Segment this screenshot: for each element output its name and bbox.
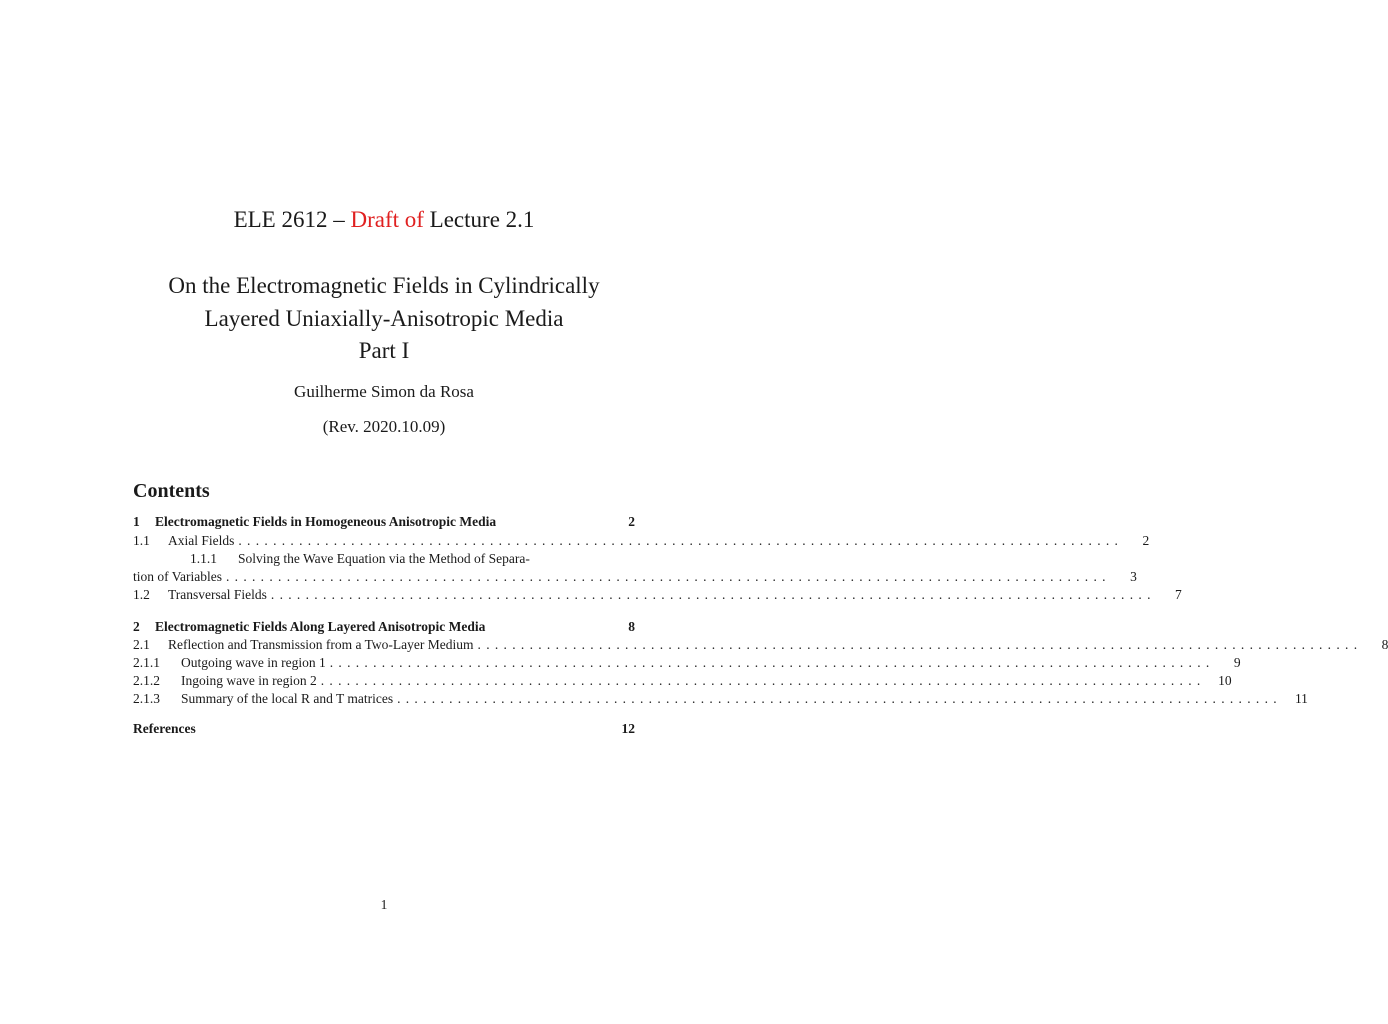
contents-heading: Contents (133, 480, 210, 502)
toc-entry-section-1[interactable] (133, 513, 635, 531)
revision-label: (Rev. 2020.10.09) (322, 417, 446, 436)
toc-leader-dots: ...................................................................................................... (397, 691, 1282, 706)
toc-leader-dots: ...................................................................................................... (329, 655, 1215, 670)
toc-entry-title: tion of Variables (133, 568, 226, 586)
toc-entry-title: Axial Fields (168, 532, 238, 550)
page-number: 1 (380, 897, 388, 912)
toc-entry-2-1-2[interactable] (133, 672, 1232, 690)
toc-leader-dots: ...................................................................................................... (238, 533, 1124, 548)
toc-entry-page: 9 (1233, 655, 1241, 670)
toc-leader-dots: ...................................................................................................... (320, 673, 1206, 688)
title-course: ELE 2612 – (233, 207, 351, 232)
toc-entry-title: Transversal Fields (168, 586, 271, 604)
title-draft-marker: Draft of (350, 207, 424, 232)
toc-entry-title: Reflection and Transmission from a Two-Layer Medium (168, 636, 478, 654)
toc-entry-references[interactable] (133, 720, 635, 738)
toc-entry-section-2[interactable] (133, 618, 635, 636)
toc-entry-page: 2 (1142, 533, 1150, 548)
toc-entry-number: 2.1.1 (133, 655, 160, 670)
toc-entry-number: 2.1.3 (133, 691, 160, 706)
toc-entry-title: Ingoing wave in region 2 (181, 672, 321, 690)
toc-entry-title: References (133, 720, 200, 738)
title-line-2: On the Electromagnetic Fields in Cylindrically (168, 273, 600, 298)
toc-entry-number: 2.1 (133, 637, 150, 652)
title-lecture: Lecture 2.1 (423, 207, 535, 232)
toc-entry-number: 1 (133, 514, 140, 529)
toc-entry-1-2[interactable] (133, 586, 1182, 604)
toc-entry-number: 2.1.2 (133, 673, 160, 688)
toc-entry-page: 12 (621, 721, 635, 736)
toc-entry-page: 3 (1130, 569, 1137, 584)
title-line-3: Layered Uniaxially-Anisotropic Media (204, 306, 564, 331)
toc-entry-page: 10 (1218, 673, 1232, 688)
toc-leader-dots: ...................................................................................................... (270, 587, 1156, 602)
toc-leader-dots: ...................................................................................................... (225, 569, 1111, 584)
toc-entry-page: 7 (1175, 587, 1182, 602)
toc-entry-2-1-1[interactable] (133, 654, 1241, 672)
toc-entry-title: Solving the Wave Equation via the Method of Separa- (238, 550, 534, 568)
toc-entry-title: Summary of the local R and T matrices (181, 690, 397, 708)
toc-entry-1-1-1-cont[interactable] (133, 568, 1137, 586)
toc-entry-page: 2 (628, 514, 635, 529)
toc-entry-2-1[interactable] (133, 636, 1388, 654)
title-line-1 (0, 206, 768, 234)
title-line-4: Part I (358, 338, 410, 363)
toc-entry-1-1-1[interactable] (133, 550, 635, 568)
toc-entry-page: 11 (1294, 691, 1308, 706)
toc-entry-page: 8 (628, 619, 635, 634)
toc-entry-number: 1.1.1 (190, 551, 217, 566)
toc-leader-dots: ...................................................................................................... (477, 637, 1363, 652)
toc-entry-1-1[interactable] (133, 532, 1150, 550)
toc-entry-title: Electromagnetic Fields Along Layered Anisotropic Media (155, 618, 489, 636)
toc-entry-page: 8 (1381, 637, 1388, 652)
toc-entry-number: 1.2 (133, 587, 150, 602)
toc-entry-number: 1.1 (133, 533, 150, 548)
author-name: Guilherme Simon da Rosa (294, 382, 474, 401)
toc-entry-number: 2 (133, 619, 140, 634)
toc-entry-2-1-3[interactable] (133, 690, 1308, 708)
toc-entry-title: Outgoing wave in region 1 (181, 654, 330, 672)
toc-entry-title: Electromagnetic Fields in Homogeneous Anisotropic Media (155, 513, 500, 531)
